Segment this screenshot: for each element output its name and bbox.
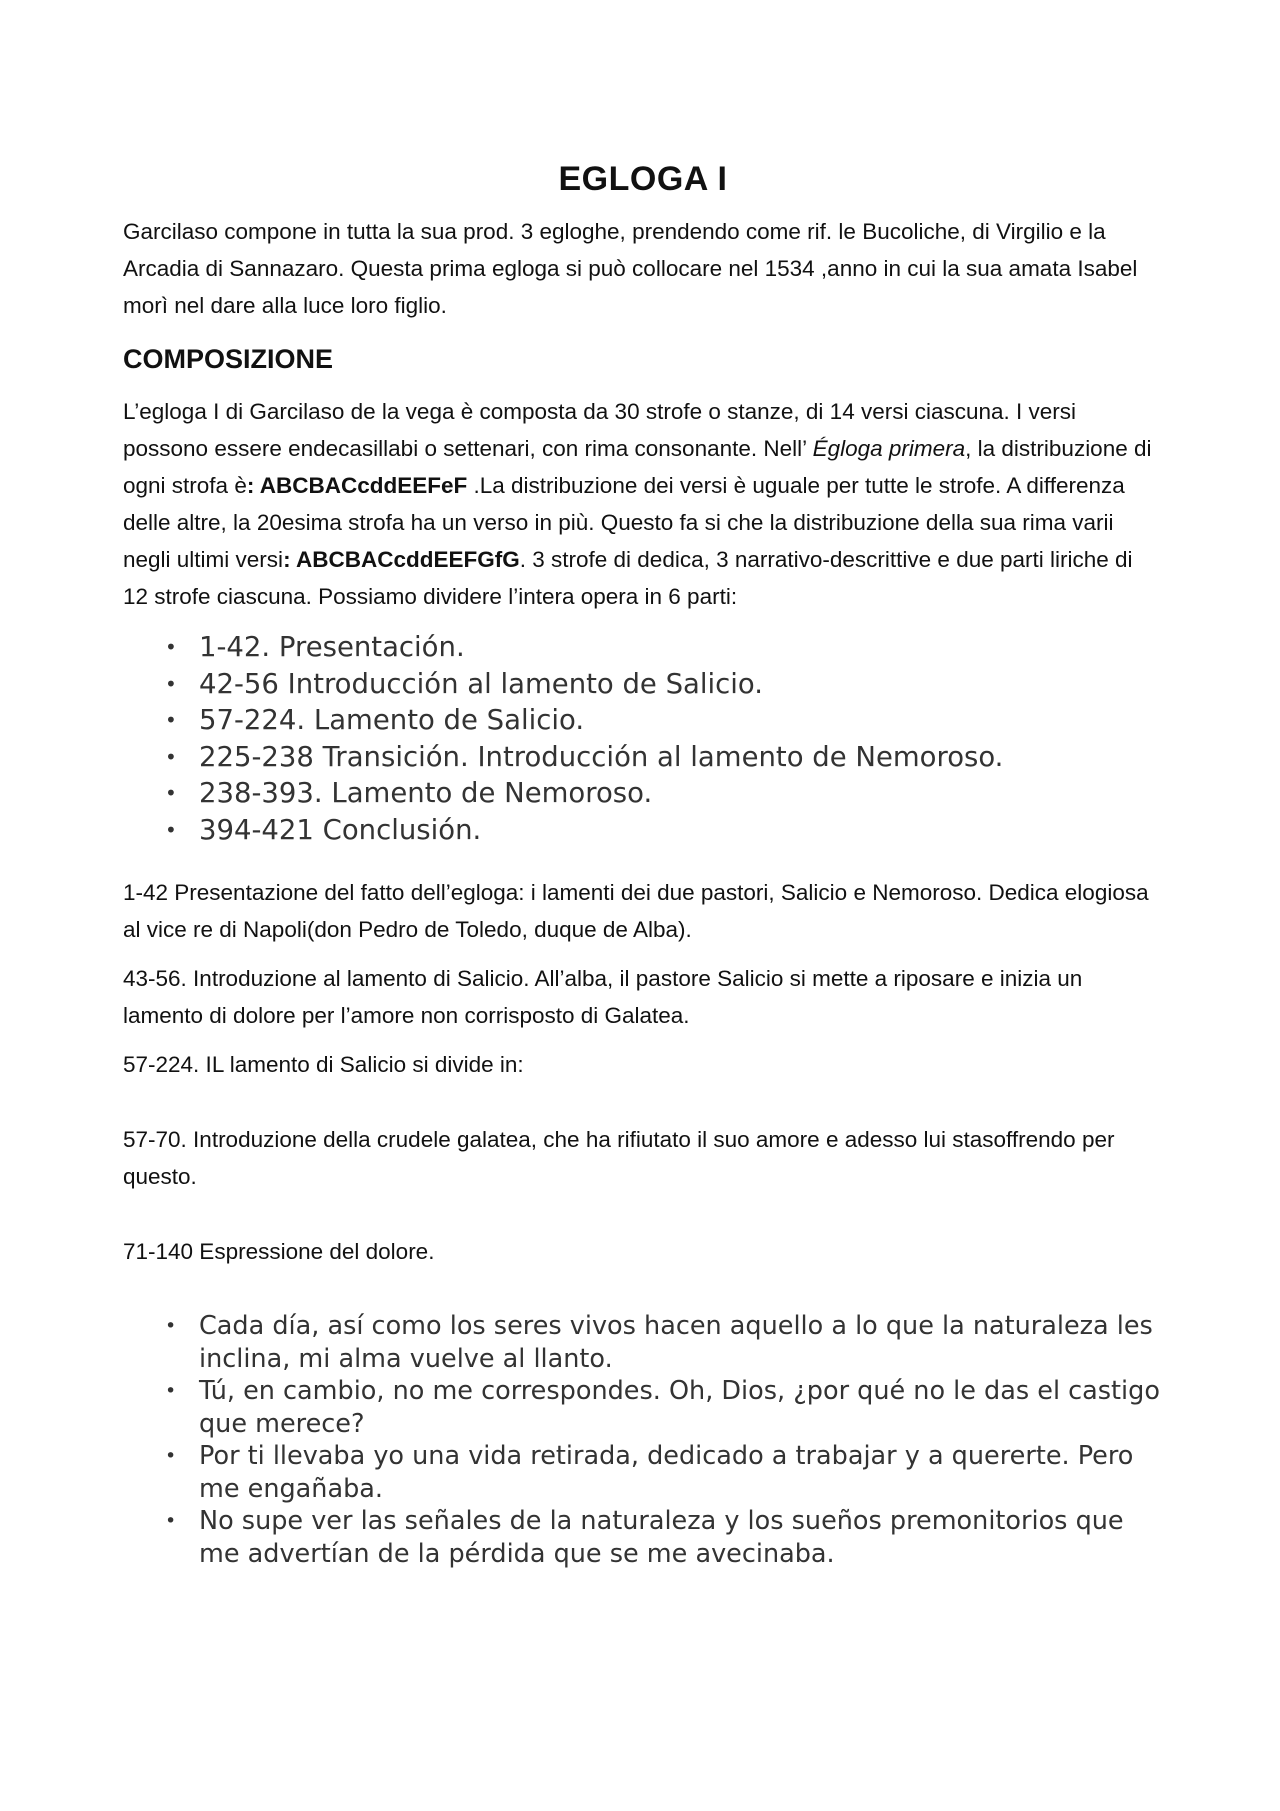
- bullet-icon: •: [165, 1445, 177, 1467]
- section-cruel-galatea: 57-70. Introduzione della crudele galatea, che ha rifiutato il suo amore e adesso lui stasoffrendo per questo.: [123, 1127, 1115, 1189]
- composition-text-1: L’egloga I di Garcilaso de la vega è composta da 30 strofe o stanze, di 14 versi ciascuna. I versi possono essere endecasillabi o settenari, con rima consonante. Nell’: [123, 399, 1077, 461]
- composition-text-3: .La distribuzione dei versi è uguale per tutte le strofe. A differenza delle altre, la 20esima strofa ha un verso in più. Questo fa si che la distribuzione della sua rima varii negli ultimi versi: [123, 473, 1125, 572]
- document-page: [123, 160, 1163, 1596]
- section-lament-division: 57-224. IL lamento di Salicio si divide in:: [123, 1052, 524, 1077]
- section-introduction: 43-56. Introduzione al lamento di Salicio. All’alba, il pastore Salicio si mette a riposare e inizia un lamento di dolore per l’amore non corrisposto di Galatea.: [123, 966, 1083, 1028]
- bullet-icon: •: [165, 781, 177, 805]
- spacer: [123, 1207, 1163, 1233]
- rhyme-scheme-standard: : ABCBACcddEEFeF: [246, 473, 468, 498]
- intro-paragraph: Garcilaso compone in tutta la sua prod. 3 egloghe, prendendo come rif. le Bucoliche, di Virgilio e la Arcadia di Sannazaro. Questa prima egloga si può collocare nel 1534 ,anno in cui la sua amata Isabel morì nel dare alla luce loro figlio.: [123, 219, 1138, 318]
- rhyme-scheme-variant: : ABCBACcddEEFGfG: [283, 547, 520, 572]
- list-item-text: 394-421 Conclusión.: [199, 813, 482, 846]
- parts-list: [123, 629, 1163, 848]
- list-item: [163, 739, 1163, 776]
- composition-text-2: , la distribuzione di ogni strofa è: [123, 436, 1152, 498]
- section-presentation: 1-42 Presentazione del fatto dell’egloga: i lamenti dei due pastori, Salicio e Nemoroso. Dedica elogiosa al vice re di Napoli(don Pedro de Toledo, duque de Alba).: [123, 880, 1149, 942]
- list-item-text: 1-42. Presentación.: [199, 631, 465, 663]
- list-item: [163, 702, 1163, 739]
- list-item-text: No supe ver las señales de la naturaleza y los sueños premonitorios que me advertían de la pérdida que se me avecinaba.: [199, 1506, 1124, 1569]
- list-item-text: 57-224. Lamento de Salicio.: [199, 704, 585, 736]
- bullet-icon: •: [165, 1315, 177, 1337]
- bullet-icon: •: [165, 1510, 177, 1532]
- list-item: [163, 812, 1163, 849]
- list-item: [163, 1310, 1163, 1375]
- list-item-text: 225-238 Transición. Introducción al lamento de Nemoroso.: [199, 740, 1004, 773]
- list-item: [163, 775, 1163, 812]
- bullet-icon: •: [165, 744, 177, 769]
- bullet-icon: •: [165, 671, 177, 696]
- lament-list: [123, 1310, 1163, 1570]
- composition-italic-title: Égloga primera: [812, 436, 966, 461]
- list-item-text: Tú, en cambio, no me correspondes. Oh, Dios, ¿por qué no le das el castigo que merece?: [199, 1376, 1160, 1439]
- bullet-icon: •: [165, 708, 177, 732]
- list-item-text: Cada día, así como los seres vivos hacen aquello a lo que la naturaleza les inclina, mi alma vuelve al llanto.: [199, 1311, 1153, 1374]
- list-item: [163, 1375, 1163, 1440]
- section-expression-of-pain: 71-140 Espressione del dolore.: [123, 1239, 435, 1264]
- bullet-icon: •: [165, 817, 177, 842]
- list-item: [163, 629, 1163, 666]
- list-item: [163, 1440, 1163, 1505]
- list-item-text: Por ti llevaba yo una vida retirada, dedicado a trabajar y a quererte. Pero me engañaba.: [199, 1441, 1134, 1504]
- composition-paragraph: [123, 393, 1163, 615]
- composition-text-4: . 3 strofe di dedica, 3 narrativo-descrittive e due parti liriche di 12 strofe ciascuna. Possiamo dividere l’intera opera in 6 parti:: [123, 547, 1133, 609]
- bullet-icon: •: [165, 635, 177, 659]
- list-item: [163, 666, 1163, 703]
- list-item: [163, 1505, 1163, 1570]
- document-title: EGLOGA I: [558, 160, 728, 198]
- list-item-text: 42-56 Introducción al lamento de Salicio.: [199, 667, 764, 700]
- composition-heading: COMPOSIZIONE: [123, 344, 334, 374]
- spacer: [123, 1095, 1163, 1121]
- bullet-icon: •: [165, 1380, 177, 1402]
- list-item-text: 238-393. Lamento de Nemoroso.: [199, 777, 653, 809]
